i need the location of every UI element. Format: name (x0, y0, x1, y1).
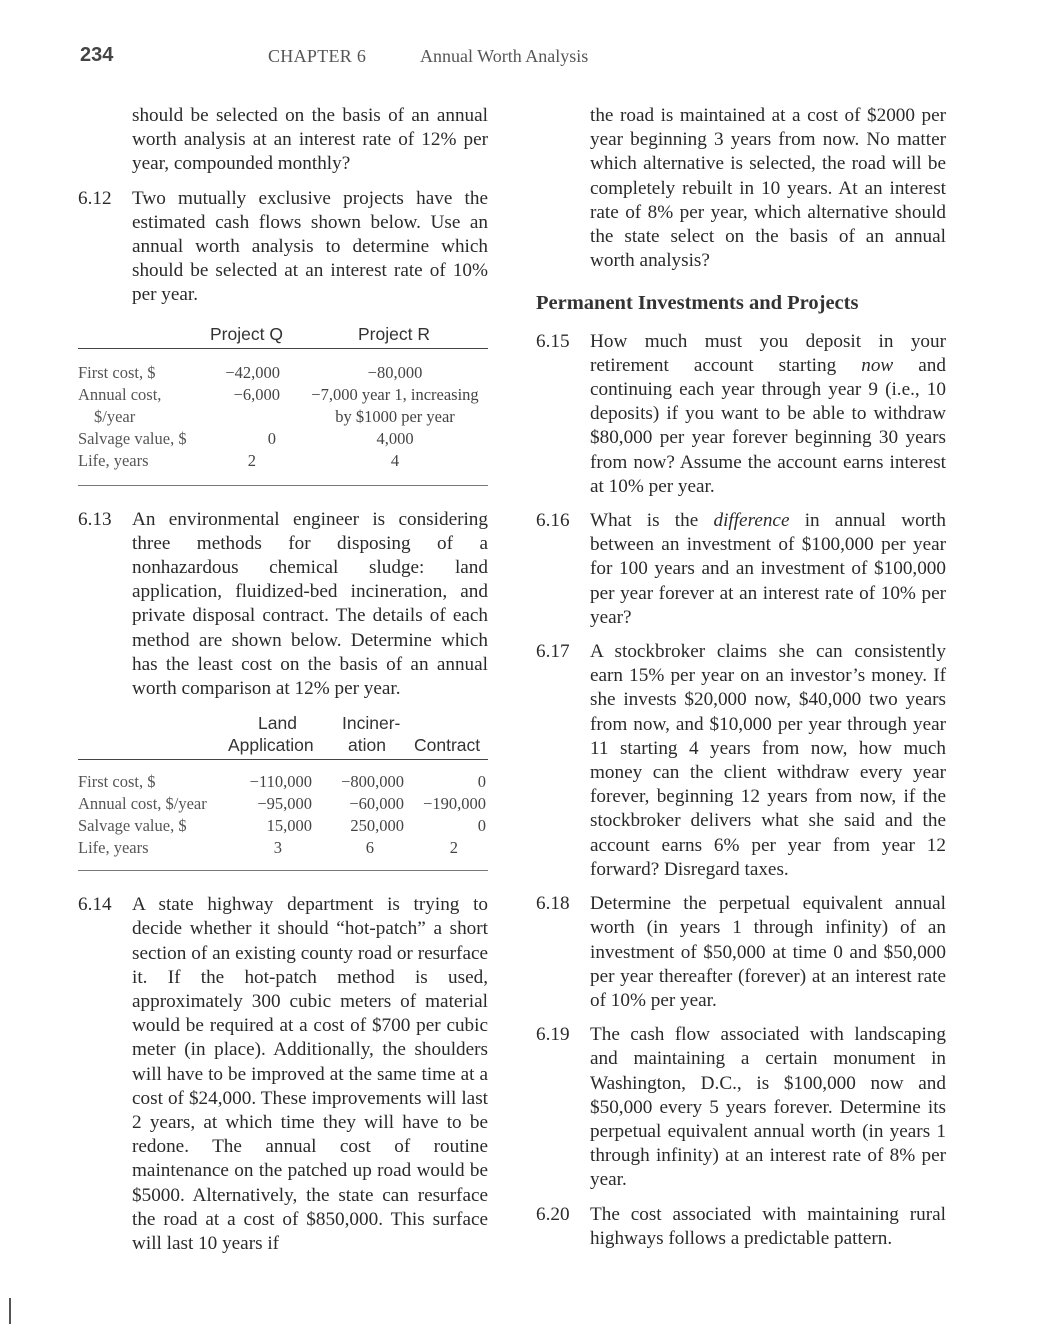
cell-contract: 2 (449, 838, 458, 858)
table-header (78, 711, 488, 760)
column-header-land: Land (258, 713, 297, 734)
column-header-contract: Contract (414, 735, 481, 756)
row-label: Salvage value, $ (78, 428, 187, 448)
cell-incineration: −60,000 (349, 794, 404, 814)
problem-6-11-continuation: should be selected on the basis of an annual worth analysis at an interest rate of 12% per year, compounded monthly? (132, 105, 488, 175)
cell-project-r: 4 (390, 450, 400, 470)
row-label: Salvage value, $ (78, 816, 187, 836)
row-label: $/year (94, 406, 136, 426)
problem-text: An environmental engineer is considering three methods for disposing of a nonhazardous chemical sludge: land application, fluidized-bed incineration, and private disposal contract. The details of each method are shown below. Determine which has the least cost on the basis of an annual worth comparison at 12% per year. (132, 508, 488, 700)
problem-6-19 (536, 1023, 946, 1192)
row-label: Life, years (78, 838, 149, 858)
cell-project-r: −7,000 year 1, increasing (311, 384, 479, 404)
cell-land: 3 (273, 838, 282, 858)
emphasized-word: now (861, 354, 894, 376)
problem-number: 6.20 (536, 1203, 570, 1225)
row-label: First cost, $ (78, 362, 156, 382)
cell-incineration: −800,000 (341, 772, 404, 792)
problem-number: 6.14 (78, 894, 112, 916)
problem-6-17 (536, 640, 946, 882)
disposal-methods-table (78, 711, 488, 871)
emphasized-word: difference (713, 510, 790, 532)
problem-text-part: and continuing each year through year 9 (i.e., 10 deposits) if you want to be able to withdraw $80,000 per year forever beginning 30 years from now? Assume the account earns interest at 10% per year. (590, 354, 946, 497)
scan-edge-mark (9, 1298, 11, 1324)
cell-project-q: −6,000 (233, 384, 280, 404)
cell-incineration: 6 (365, 838, 374, 858)
problem-6-18 (536, 892, 946, 1013)
right-column (536, 104, 946, 1261)
column-header-ation: ation (348, 735, 386, 756)
cell-land: 15,000 (266, 816, 312, 836)
cell-contract: 0 (477, 772, 486, 792)
chapter-title: Annual Worth Analysis (420, 46, 589, 66)
chapter-label: CHAPTER 6 (268, 46, 367, 66)
column-header-project-r: Project R (358, 323, 430, 344)
problem-number: 6.16 (536, 510, 570, 532)
column-header-application: Application (228, 735, 314, 756)
problem-6-20 (536, 1203, 946, 1251)
cell-project-q: −42,000 (225, 362, 280, 382)
problem-6-13 (78, 508, 488, 702)
page-number: 234 (80, 44, 114, 66)
problem-6-12 (78, 187, 488, 308)
problem-text (590, 509, 946, 630)
cell-land: −110,000 (249, 772, 312, 792)
cell-land: −95,000 (257, 794, 312, 814)
column-header-project-q: Project Q (210, 323, 283, 344)
problem-6-15 (536, 330, 946, 499)
cell-project-q: 0 (267, 428, 276, 448)
problem-text: The cash flow associated with landscaping and maintaining a certain monument in Washington, D.C., is $100,000 now and $50,000 every 5 years forever. Determine its perpetual equivalent annual worth (in years 1 through infinity) at an interest rate of 8% per year. (590, 1024, 946, 1191)
problem-text-part: What is the (590, 510, 714, 532)
section-heading: Permanent Investments and Projects (536, 292, 859, 315)
problem-text (590, 330, 946, 499)
table-header (78, 318, 488, 349)
cell-project-r: 4,000 (376, 428, 414, 448)
cell-contract: 0 (477, 816, 486, 836)
problem-6-14-continuation: the road is maintained at a cost of $2000 per year beginning 3 years from now. No matter which alternative is selected, the road will be completely rebuilt in 10 years. At an interest rate of 8% per year, which alternative should the state select on the basis of an annual worth analysis? (590, 105, 946, 272)
cell-project-r: −80,000 (367, 362, 423, 382)
problem-number: 6.18 (536, 893, 570, 915)
row-label: Annual cost, (78, 384, 162, 404)
project-cash-flow-table (78, 318, 488, 486)
problem-number: 6.13 (78, 508, 112, 530)
table-body (78, 349, 488, 486)
cell-project-r: by $1000 per year (335, 406, 455, 426)
problem-number: 6.17 (536, 641, 570, 663)
cell-contract: −190,000 (423, 794, 486, 814)
problem-number: 6.15 (536, 330, 570, 352)
left-column (78, 104, 488, 1266)
row-label: Life, years (78, 450, 149, 470)
problem-text-part: in annual worth between an investment of $100,000 per year for 100 years and an investment of $100,000 per year forever at an interest rate of 10% per year? (590, 510, 946, 628)
problem-text: The cost associated with maintaining rural highways follows a predictable pattern. (590, 1203, 946, 1249)
problem-6-16 (536, 509, 946, 630)
row-label: Annual cost, $/year (78, 794, 207, 814)
cell-project-q: 2 (247, 450, 256, 470)
problem-text: A stockbroker claims she can consistently earn 15% per year on an investor’s money. If she invests $20,000 now, $40,000 two years from now, and $10,000 per year through year 11 starting 4 years from now, how much money can the client withdraw every year forever, beginning 12 years from now, if the stockbroker delivers what she said and the account earns 6% per year from year 12 forward? Disregard taxes. (590, 641, 946, 880)
problem-6-14 (78, 893, 488, 1256)
column-header-inciner: Inciner- (342, 713, 401, 734)
problem-number: 6.12 (78, 187, 112, 209)
cell-incineration: 250,000 (350, 816, 404, 836)
page-header (0, 44, 1040, 74)
problem-text-part: How much must you deposit in your retirement account starting (590, 330, 946, 376)
problem-number: 6.19 (536, 1024, 570, 1046)
problem-text: Determine the perpetual equivalent annual worth (in years 1 through infinity) of an investment of $50,000 at time 0 and $50,000 per year thereafter (forever) at an interest rate of 10% per year. (590, 893, 946, 1011)
problem-text: Two mutually exclusive projects have the estimated cash flows shown below. Use an annual worth analysis to determine which should be selected at an interest rate of 10% per year. (132, 187, 488, 306)
row-label: First cost, $ (78, 772, 156, 792)
problem-text: A state highway department is trying to decide whether it should “hot-patch” a short section of an existing county road or resurface it. If the hot-patch method is used, approximately 300 cubic meters of material would be required at a cost of $700 per cubic meter (in place). Additionally, the shoulders will have to be improved at the same time at a cost of $24,000. These improvements will last 2 years, at which time they will have to be redone. The annual cost of routine maintenance on the patched up road would be $5000. Alternatively, the state can resurface the road at a cost of $850,000. This surface will last 10 years if (132, 894, 488, 1255)
table-body (78, 760, 488, 871)
